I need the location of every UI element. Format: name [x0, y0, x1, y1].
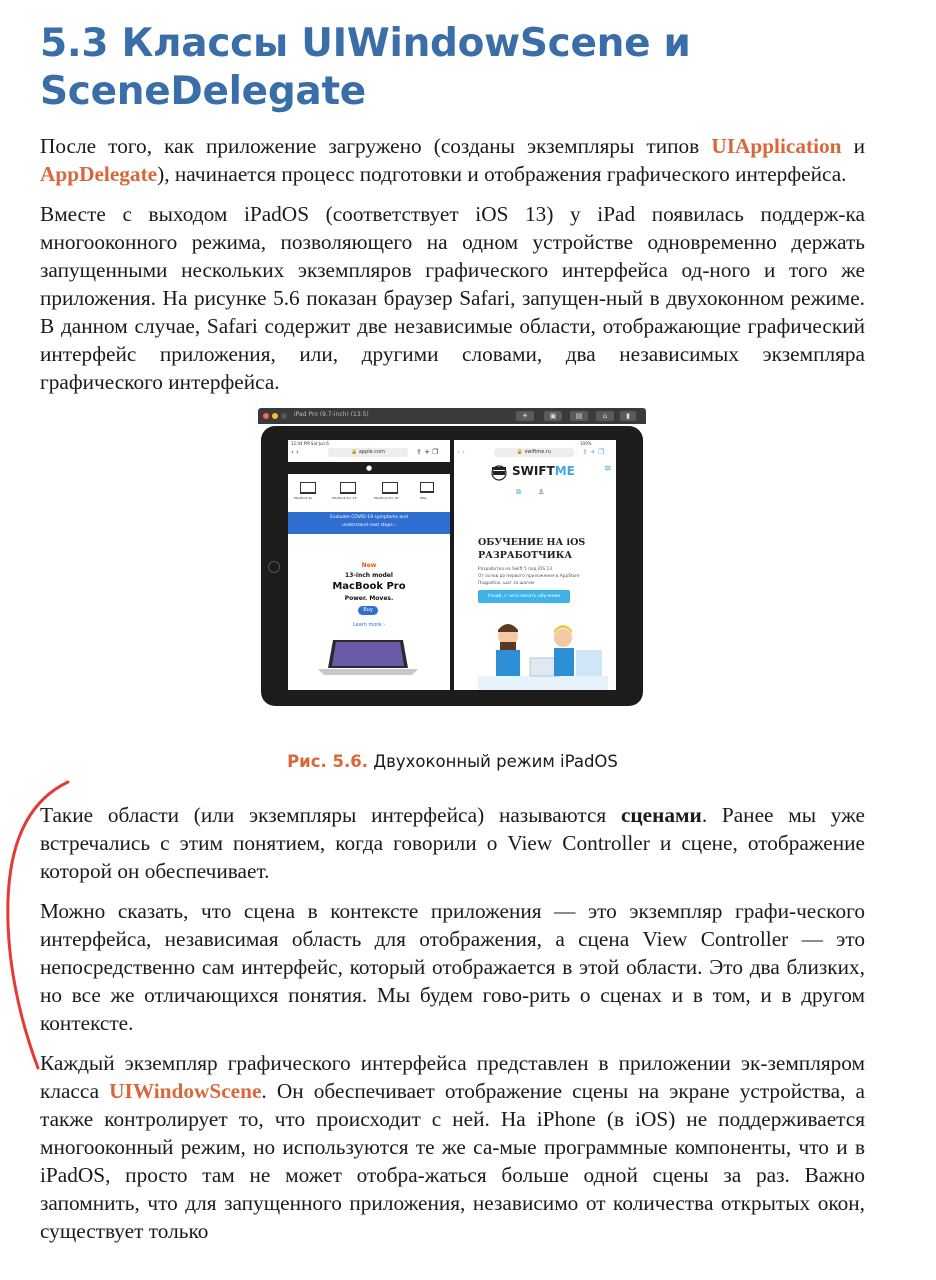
learn-subtext [478, 566, 608, 587]
caption-number: Рис. 5.6. [287, 752, 369, 771]
screens-icon: ▤ [570, 411, 588, 421]
learn-sub-line: От основ до первого приложения в AppStore [478, 574, 580, 579]
rotate-icon: ▣ [544, 411, 562, 421]
right-url-bar: 🔒 swiftme.ru [494, 448, 574, 457]
macbook-image [318, 638, 418, 678]
logo-part-b: ME [554, 464, 575, 478]
cta-button: Узнай, с чего начать обучение [478, 590, 570, 603]
caption-text: Двухоконный режим iPadOS [368, 752, 618, 771]
laptop-icon [382, 482, 398, 494]
buy-button: Buy [358, 606, 378, 615]
tab-icon: ⧉ [516, 488, 521, 496]
product-label: iMac [420, 496, 427, 500]
model-label: 13-inch model [345, 572, 393, 579]
learn-more-link: Learn more › [352, 622, 386, 628]
left-url-bar: 🔒 apple.com [328, 448, 408, 457]
back-icon: ‹ › [291, 448, 299, 456]
paragraph-2: Вместе с выходом iPadOS (соответствует iOS 13) у iPad появилась поддерж-ка многооконного режима, позволяющего на одном устройстве одновременно держать запущенными нескольких экземпляров графического интерфейса од-ного и того же приложения. На рисунке 5.6 показан браузер Safari, запущен-ный в двухоконном режиме. В данном случае, Safari содержит две независимые области, отображающие графический интерфейс приложения, или, другими словами, два независимых экземпляра графического интерфейса. [40, 202, 865, 394]
right-url-text: swiftme.ru [524, 449, 552, 455]
paragraph-4: Можно сказать, что сцена в контексте приложения — это экземпляр графи-ческого интерфейса, независимая область для отображения, а сцена View Controller — это непосредственно сам интерфейс, который отображается в этой области. Это два близких, но все же отличающихся понятия. Мы будем гово-рить о сценах и в том, и в другом контексте. [40, 899, 865, 1035]
menu-icon: ≡ [604, 464, 612, 474]
simulator-title: iPad Pro (9.7-inch) (13.5) [294, 411, 369, 418]
apple-logo-icon: ● [366, 464, 373, 472]
learn-heading: ОБУЧЕНИЕ НА iOS РАЗРАБОТЧИКА [478, 537, 586, 561]
paragraph-3 [40, 801, 865, 885]
text-run: ), начинается процесс подготовки и отображения графического интерфейса. [157, 162, 847, 186]
home-button-icon [268, 561, 280, 573]
logo-part-a: SWIFT [512, 464, 555, 478]
lock-icon: ▮ [620, 411, 636, 421]
minimize-dot-icon [272, 413, 278, 419]
page [40, 20, 865, 1257]
new-label: New [361, 562, 377, 569]
laptop-icon [300, 482, 316, 494]
product-label: MacBook Pro 16" [374, 496, 400, 500]
right-scene-safari [454, 440, 616, 690]
product-name: MacBook Pro [332, 581, 406, 592]
share-icon: ⇪ + ❐ [416, 448, 439, 456]
code-uiwindowscene: UIWindowScene [109, 1079, 262, 1103]
learn-sub-line: Разработка на Swift 5 под iOS 13 [478, 567, 552, 572]
share-icon: ⇪ + ❐ [582, 448, 605, 456]
swiftme-mascot-icon [490, 464, 508, 482]
paragraph-1 [40, 132, 865, 188]
text-run: Каждый экземпляр графического интерфейса представлен в приложении эк-земпляром класса [40, 1051, 865, 1103]
text-run: Такие области (или экземпляры интерфейса) называются [40, 803, 621, 827]
apple-nav-bar [288, 462, 450, 474]
zoom-dot-icon [281, 413, 287, 419]
code-uiapplication: UIApplication [711, 134, 842, 158]
screenshot-icon: ☀ [516, 411, 534, 421]
figure-5-6 [40, 408, 865, 748]
close-dot-icon [263, 413, 269, 419]
text-run: После того, как приложение загружено (созданы экземпляры типов [40, 134, 712, 158]
bold-term-scenes: сценами [620, 803, 702, 827]
home-icon: ⌂ [596, 411, 614, 421]
covid-line-2: understand next steps › [342, 523, 396, 528]
section-heading: 5.3 Классы UIWindowScene и SceneDelegate [40, 21, 691, 114]
learn-sub-line: Подробно, шаг за шагом [478, 581, 535, 586]
tagline: Power. Moves. [344, 595, 394, 602]
product-label: MacBook Pro 13" [332, 496, 358, 500]
back-icon: ‹ › [457, 448, 465, 456]
ipad-device [261, 426, 643, 706]
text-run: и [841, 134, 865, 158]
text-run: . Он обеспечивает отображение сцены на экране устройства, а также контролирует то, что происходит с ней. На iPhone (в iOS) не поддерживается многооконный режим, но используются те же са-мые программные компоненты, что и в iPadOS, просто там не может отобра-жаться больше одной сцены за раз. Важно запомнить, что для запущенного приложения, независимо от количества открытых окон, существует только [40, 1079, 865, 1243]
code-appdelegate: AppDelegate [40, 162, 158, 186]
status-battery: 100% [580, 441, 592, 446]
simulator-window [258, 408, 646, 708]
imac-icon [420, 482, 434, 493]
user-icon: ♙ [538, 488, 545, 496]
paragraph-5 [40, 1049, 865, 1245]
simulator-titlebar [258, 408, 646, 424]
swiftme-logo [512, 464, 575, 478]
text-run: . Ранее мы уже встречались с этим понятием, когда говорили о View Controller и сцене, отображение которой он обеспечивает. [40, 803, 865, 883]
covid-banner [288, 512, 450, 534]
left-url-text: apple.com [358, 449, 385, 455]
covid-line-1: Evaluate COVID-19 symptoms and [330, 515, 408, 520]
left-scene-safari [288, 440, 450, 690]
product-label: MacBook Air [294, 496, 313, 500]
laptop-icon [340, 482, 356, 494]
developers-illustration [478, 618, 608, 690]
status-time: 12:04 PM Sat Jun 6 [291, 441, 329, 446]
figure-caption [40, 752, 865, 771]
